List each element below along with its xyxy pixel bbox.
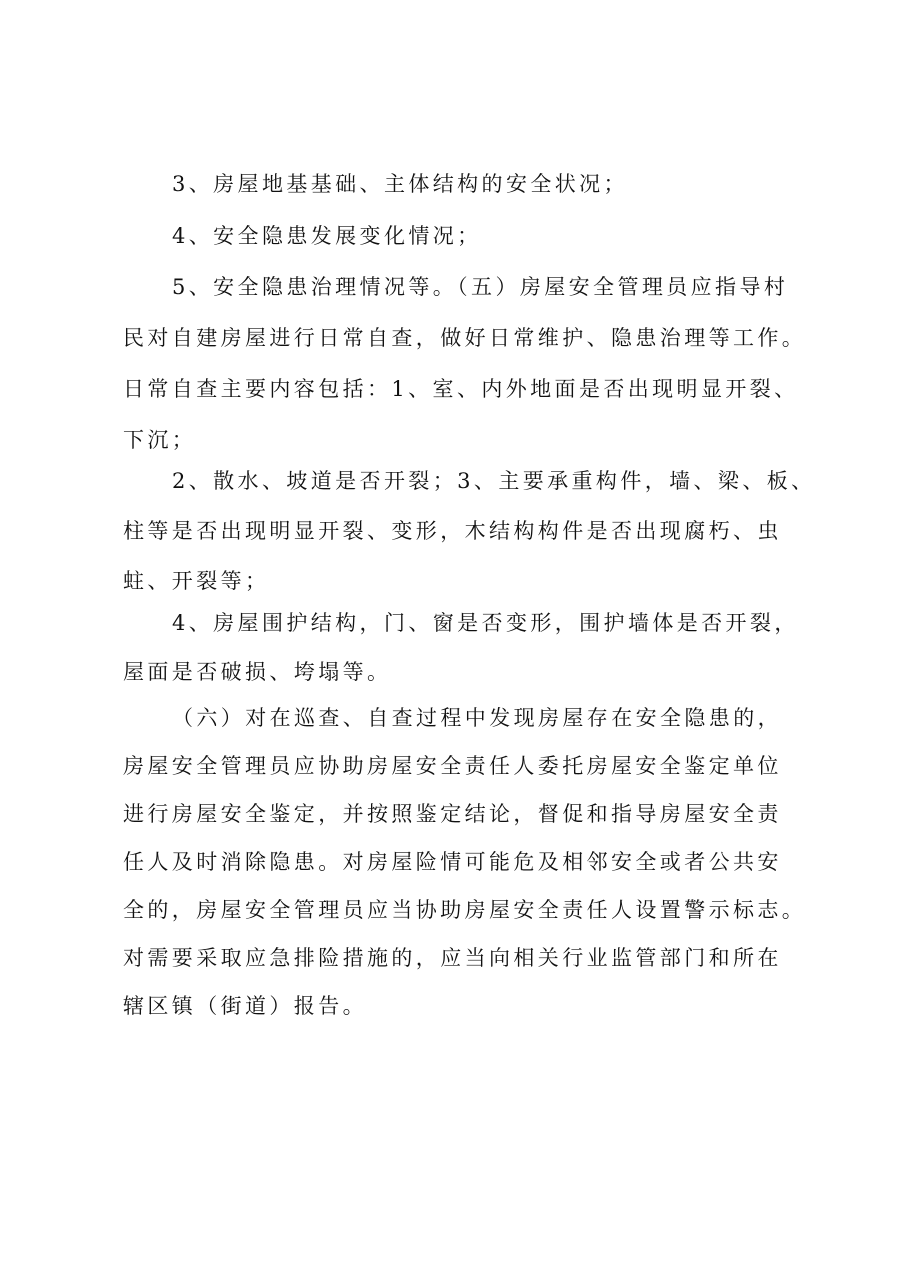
text-line: 民对自建房屋进行日常自查，做好日常维护、隐患治理等工作。 <box>123 326 807 350</box>
text-line: 下沉； <box>123 428 197 452</box>
text-line: 2、散水、坡道是否开裂；3、主要承重构件，墙、梁、板、 <box>172 469 816 493</box>
text-line: 日常自查主要内容包括：1、室、内外地面是否出现明显开裂、 <box>123 377 799 401</box>
text-line: 5、安全隐患治理情况等。（五）房屋安全管理员应指导村 <box>172 275 789 299</box>
text-line: 3、房屋地基基础、主体结构的安全状况； <box>172 172 628 196</box>
text-line: 进行房屋安全鉴定，并按照鉴定结论，督促和指导房屋安全责 <box>123 802 782 826</box>
text-line: 房屋安全管理员应协助房屋安全责任人委托房屋安全鉴定单位 <box>123 754 782 778</box>
text-line: 屋面是否破损、垮塌等。 <box>123 660 392 684</box>
text-line: 4、安全隐患发展变化情况； <box>172 224 482 248</box>
text-line: 柱等是否出现明显开裂、变形，木结构构件是否出现腐朽、虫 <box>123 519 782 543</box>
text-line: 对需要采取应急排险措施的，应当向相关行业监管部门和所在 <box>123 946 782 970</box>
text-line: 任人及时消除隐患。对房屋险情可能危及相邻安全或者公共安 <box>123 850 782 874</box>
text-line: （六）对在巡查、自查过程中发现房屋存在安全隐患的， <box>172 706 782 730</box>
text-line: 4、房屋围护结构，门、窗是否变形，围护墙体是否开裂， <box>172 611 799 635</box>
text-line: 全的，房屋安全管理员应当协助房屋安全责任人设置警示标志。 <box>123 898 807 922</box>
text-line: 蛀、开裂等； <box>123 569 270 593</box>
text-line: 辖区镇（街道）报告。 <box>123 994 367 1018</box>
